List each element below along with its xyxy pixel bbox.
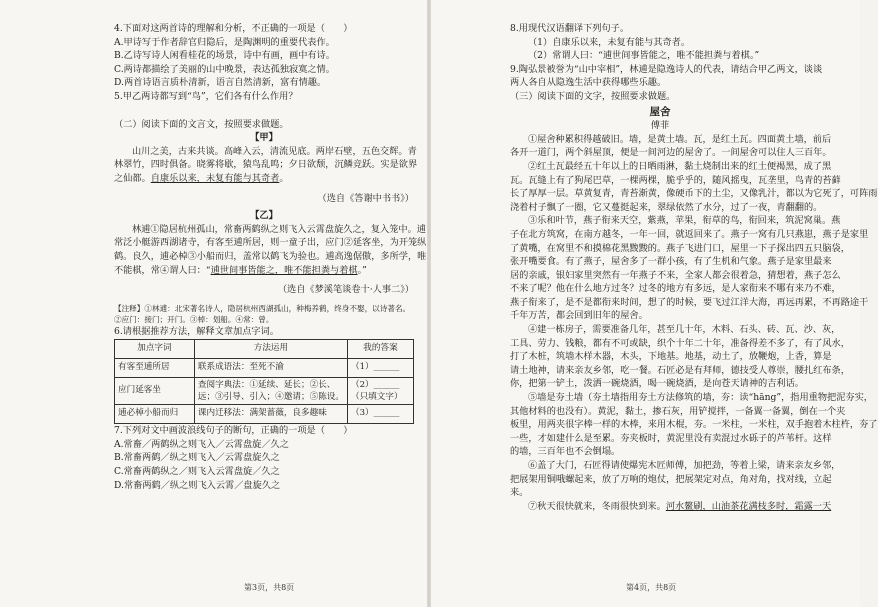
essay-paragraph-5-line: 其他材料的也没有）。黄泥，黏土，掺石灰，用铲搅拌，一备翼一备翼，倒在一个夹 [510,405,846,417]
q9-line-1: 9.陶弘景被誉为“山中宰相”，林逋是隐逸诗人的代表，请结合甲乙两文，谈谈 [510,63,823,75]
q6-header-word: 加点字词 [115,340,195,359]
essay-author: 傅菲 [650,120,670,132]
q6-header-method: 方法运用 [194,340,347,359]
q4-option-a: A.甲诗写于作者辞官归隐后，是陶渊明的重要代表作。 [114,36,335,48]
essay-paragraph-4-line: 你，把第一铲土，泼洒一碗烧酒，喝一碗烧酒，是向苍天请神的吉利话。 [510,378,804,390]
essay-paragraph-3-line: 千年万苦，都会回到旧年的屋舍。 [510,310,648,322]
q8-item-2: （2）常谓人曰：“逋世间事皆能之，唯不能担粪与着棋。” [528,50,760,62]
page-left-footer: 第3页，共8页 [244,583,295,592]
q6-row1-method: 联系成语法：至死不渝 [194,359,347,378]
essay-paragraph-3-line: 燕子衔来了，是不是都衔来时间，想了的时候，要飞过江洋大海，再远再累，不再路途干 [510,296,869,308]
q6-row1-word: 有客至逋所居 [115,359,195,378]
annotation-note: 【注释】①林逋：北宋著名诗人，隐居杭州西湖孤山，种梅养鹤，终身不娶，以诗著名。②应门：接门；开门。③棹：划船。④常：曾。 [114,303,411,324]
page-right [510,22,878,513]
essay-paragraph-5-line: 的墙，三百年也不会倒塌。 [510,446,621,458]
essay-paragraph-2-line: 浇着村子飘了一圈，它又蔓挺起来，翠绿依然了水分，过了一夜，青翻翻的。 [510,201,823,213]
essay-paragraph-2-line: ②红土瓦最经五十年以上的日晒雨淋，黏土烧制出来的红土便褐黑，成了黑 [528,160,832,172]
essay-paragraph-6-line: ⑥盖了大门，石匠得请使爆宪木匠师傅，加把劲，等着上梁，请来亲友乡邻， [528,460,841,471]
q7-option-a: A.常畜／两鹤纵之则飞入／云霄盘旋／久之 [114,438,289,450]
q6-table [114,339,414,424]
section-3-heading: （三）阅读下面的文字，按照要求做题。 [510,90,676,102]
q4-option-c: C.两诗都描绘了美丽的山中晚景，表达孤独寂寞之情。 [114,63,335,75]
passage-jia-underline: 自康乐以来，未复有能与其奇者 [150,172,280,184]
q7-option-d: D.常畜两鹤／纵之则飞入云霄／盘旋久之 [114,479,281,491]
essay-paragraph-3-line: 了黄嘴，在窝里不和摸棉花黑黢黢的。燕子飞进门口，屋里一下子探出四五只脑袋， [510,242,850,254]
page-left [114,22,427,492]
essay-body [510,133,878,514]
passage-yi-source: （选自《梦溪笔谈卷十·人事二》） [277,284,414,296]
q6-row3-method: 课内迁移法：满架蔷薇，良多趣味 [194,405,347,424]
q8-stem: 8.用现代汉语翻译下列句子。 [510,23,630,34]
q6-row2-answer: （2）______ [350,380,400,391]
passage-yi-line-1: 林逋①隐居杭州孤山，常畜两鹤纵之则飞入云霄盘旋久之，复入笼中。逋 [132,223,426,235]
passage-jia-line-3: 之仙都。自康乐以来，未复有能与其奇者。 [114,172,289,184]
q7-option-c: C.常畜两鹤纵之／则飞入云霄盘旋／久之 [114,466,280,478]
passage-jia-line-1: 山川之美，古来共谈。高峰入云，清流见底。两岸石壁，五色交辉。青 [132,145,417,157]
essay-paragraph-5-line: 板里，用两夹很字棒一样的木棒，来用木棍，夯。一米柱，一米柱，双手抱着木柱杵，夯了 [510,419,878,431]
essay-paragraph-6-line: 把展架用铜哦螺起来，放了万响的炮仗，把展架定对点，角对角，找对线，立起 [510,473,832,485]
q5-stem: 5.甲乙两诗都写到“鸟”，它们各有什么作用？ [114,90,298,102]
passage-yi-underline: 逋世间事皆能之，唯不能担粪与着棋 [210,264,358,276]
essay-paragraph-1-line: ①屋舍种累积得越破旧。墙，是黄土墙。瓦，是红土瓦。四面黄土墙，前后 [528,133,832,145]
q6-row2-method-line2: 远；③引导、引入；④邀请；⑤陈设。 [197,392,344,403]
essay-paragraph-5-line: ⑤墙是夯土墙（夯土墙指用夯土方法修筑的墙，夯：读“hāng”，指用重物把泥夯实， [528,392,873,404]
q6-header-answer: 我的答案 [347,340,413,359]
essay-paragraph-4-line: ④建一栋房子，需要准备几年，甚至几十年，木料、石头、砖、瓦、沙、灰， [528,324,841,336]
q7-option-b: B.常畜两鹤／纵之则飞入／云霄盘旋久之 [114,452,280,464]
table-row [115,359,414,378]
passage-yi-line-2: 常泛小艇游西湖诸寺，有客至逋所居，则一童子出，应门②延客坐，为开笼纵 [114,237,427,249]
section-2-heading: （二）阅读下面的文言文，按照要求做题。 [114,118,289,130]
essay-last-text: ⑦秋天很快就来，冬雨很快到来。 [528,500,666,512]
essay-title: 屋舍 [649,105,671,118]
passage-jia-heading: 【甲】 [250,132,278,144]
essay-paragraph-4-line: 打了木桩，筑墙木样木器，木头，下地基。地基，动土了，放鞭炮，上香，算是 [510,351,832,363]
essay-paragraph-1-line: 各开一道门，两个斜屋顶，便是一间河边的屋舍了。一间屋舍可以住人三百年。 [510,147,832,159]
page-gutter [427,0,431,607]
q7-stem: 7.下列对文中画波浪线句子的断句，正确的一项是（ ） [114,425,353,437]
q4-stem: 4.下面对这两首诗的理解和分析，不正确的一项是（ ） [114,23,353,34]
passage-yi-line-4: 不能棋，常④谓人曰：“逋世间事皆能之，唯不能担粪与着棋。” [114,264,367,276]
passage-yi-heading: 【乙】 [250,210,278,222]
essay-paragraph-4-line: 请土地神，请来亲友乡邻，吃一餐。石匠必是有拜师，德技受人尊崇，腰扎红布条， [510,364,850,376]
q4-option-d: D.两首诗语言质朴清新，语言自然清新，富有情趣。 [114,77,327,89]
essay-paragraph-2-line: 瓦。瓦缝上有了狗尾巴草，一棵两棵，脆乎乎的，随风摇曳，瓦垄里，鸟青的苔藓 [510,174,841,186]
q9-line-2: 两人各自从隐逸生活中获得哪些乐趣。 [510,77,667,89]
q6-row3-word: 逋必棹小船而归 [115,405,195,424]
essay-paragraph-7-line [510,500,832,514]
q6-row2-word: 应门延客坐 [115,378,195,405]
essay-paragraph-4-line: 工具、劳力、钱粮，都有不可或缺，织个十年二十年，准备得差不多了，有了风水， [510,337,850,349]
essay-paragraph-2-line: 长了厚厚一层。草黄复青，青苔渐黄，像硬币下的土尘，又像乳汁，都以为它死了，可阵雨 [510,188,878,200]
essay-paragraph-3-line: 不来了呢？他在什么地方过冬？过冬的地方有多远，是人家衔来不哪有来乃不难， [510,283,841,295]
q6-row2-method-line1: 查阅字典法：①延续、延长；②长、 [197,380,336,391]
essay-last-underline: 河水鳌刷，山油茶花满枝多时，霜露一天 [665,500,832,512]
essay-paragraph-3-line: 居的亲戚，银妇家里突然有一年燕子不来，全家人都会很着急，猜想着，燕子怎么 [510,269,841,281]
q8-item-1: （1）自康乐以来，未复有能与其奇者。 [528,36,691,48]
table-row [115,378,414,405]
q6-stem: 6.请根据推荐方法，解释文章加点字词。 [114,325,279,337]
passage-jia-source: （选自《答谢中书书》） [317,192,414,204]
q6-row3-answer[interactable]: （3）______ [347,405,413,424]
essay-paragraph-5-line: 一些，才如建什么是至累。夯夹板时，黄泥里没有卖混过水砾子的芦苇杆。这样 [510,432,832,444]
q6-row2-answer-hint: （只填文字） [350,392,403,403]
table-row [115,405,414,424]
q4-option-b: B.乙诗写诗人闲看桂花的场景，诗中有画，画中有诗。 [114,50,335,62]
essay-paragraph-6-line: 来。 [510,487,529,499]
passage-yi-line-3: 鹤。良久，逋必棹③小船而归，盖常以鹤飞为验也。逋高逸倨傲，多所学，唯 [114,250,427,262]
q6-row1-answer[interactable]: （1）______ [347,359,413,378]
essay-paragraph-3-line: 子在北方筑窝，在南方越冬，一年一回，就返回来了。燕子一窝有几只燕崽，燕子是家里 [510,228,869,240]
passage-jia-line-2: 林翠竹，四时俱备。晓雾将歇，猿鸟乱鸣；夕日欲颓，沉鳞竞跃。实是欲界 [114,159,418,171]
essay-paragraph-3-line: 张开嘴要食。有了燕子，屋舍多了一群小孩，有了生机和气象。燕子是家里最来 [510,256,832,268]
page-right-footer: 第4页，共8页 [626,583,677,592]
essay-paragraph-3-line: ③乐和叶节，燕子衔来天空，紫燕，苹果，衔草的鸟，衔回来，筑泥窝巢。燕 [528,215,841,227]
